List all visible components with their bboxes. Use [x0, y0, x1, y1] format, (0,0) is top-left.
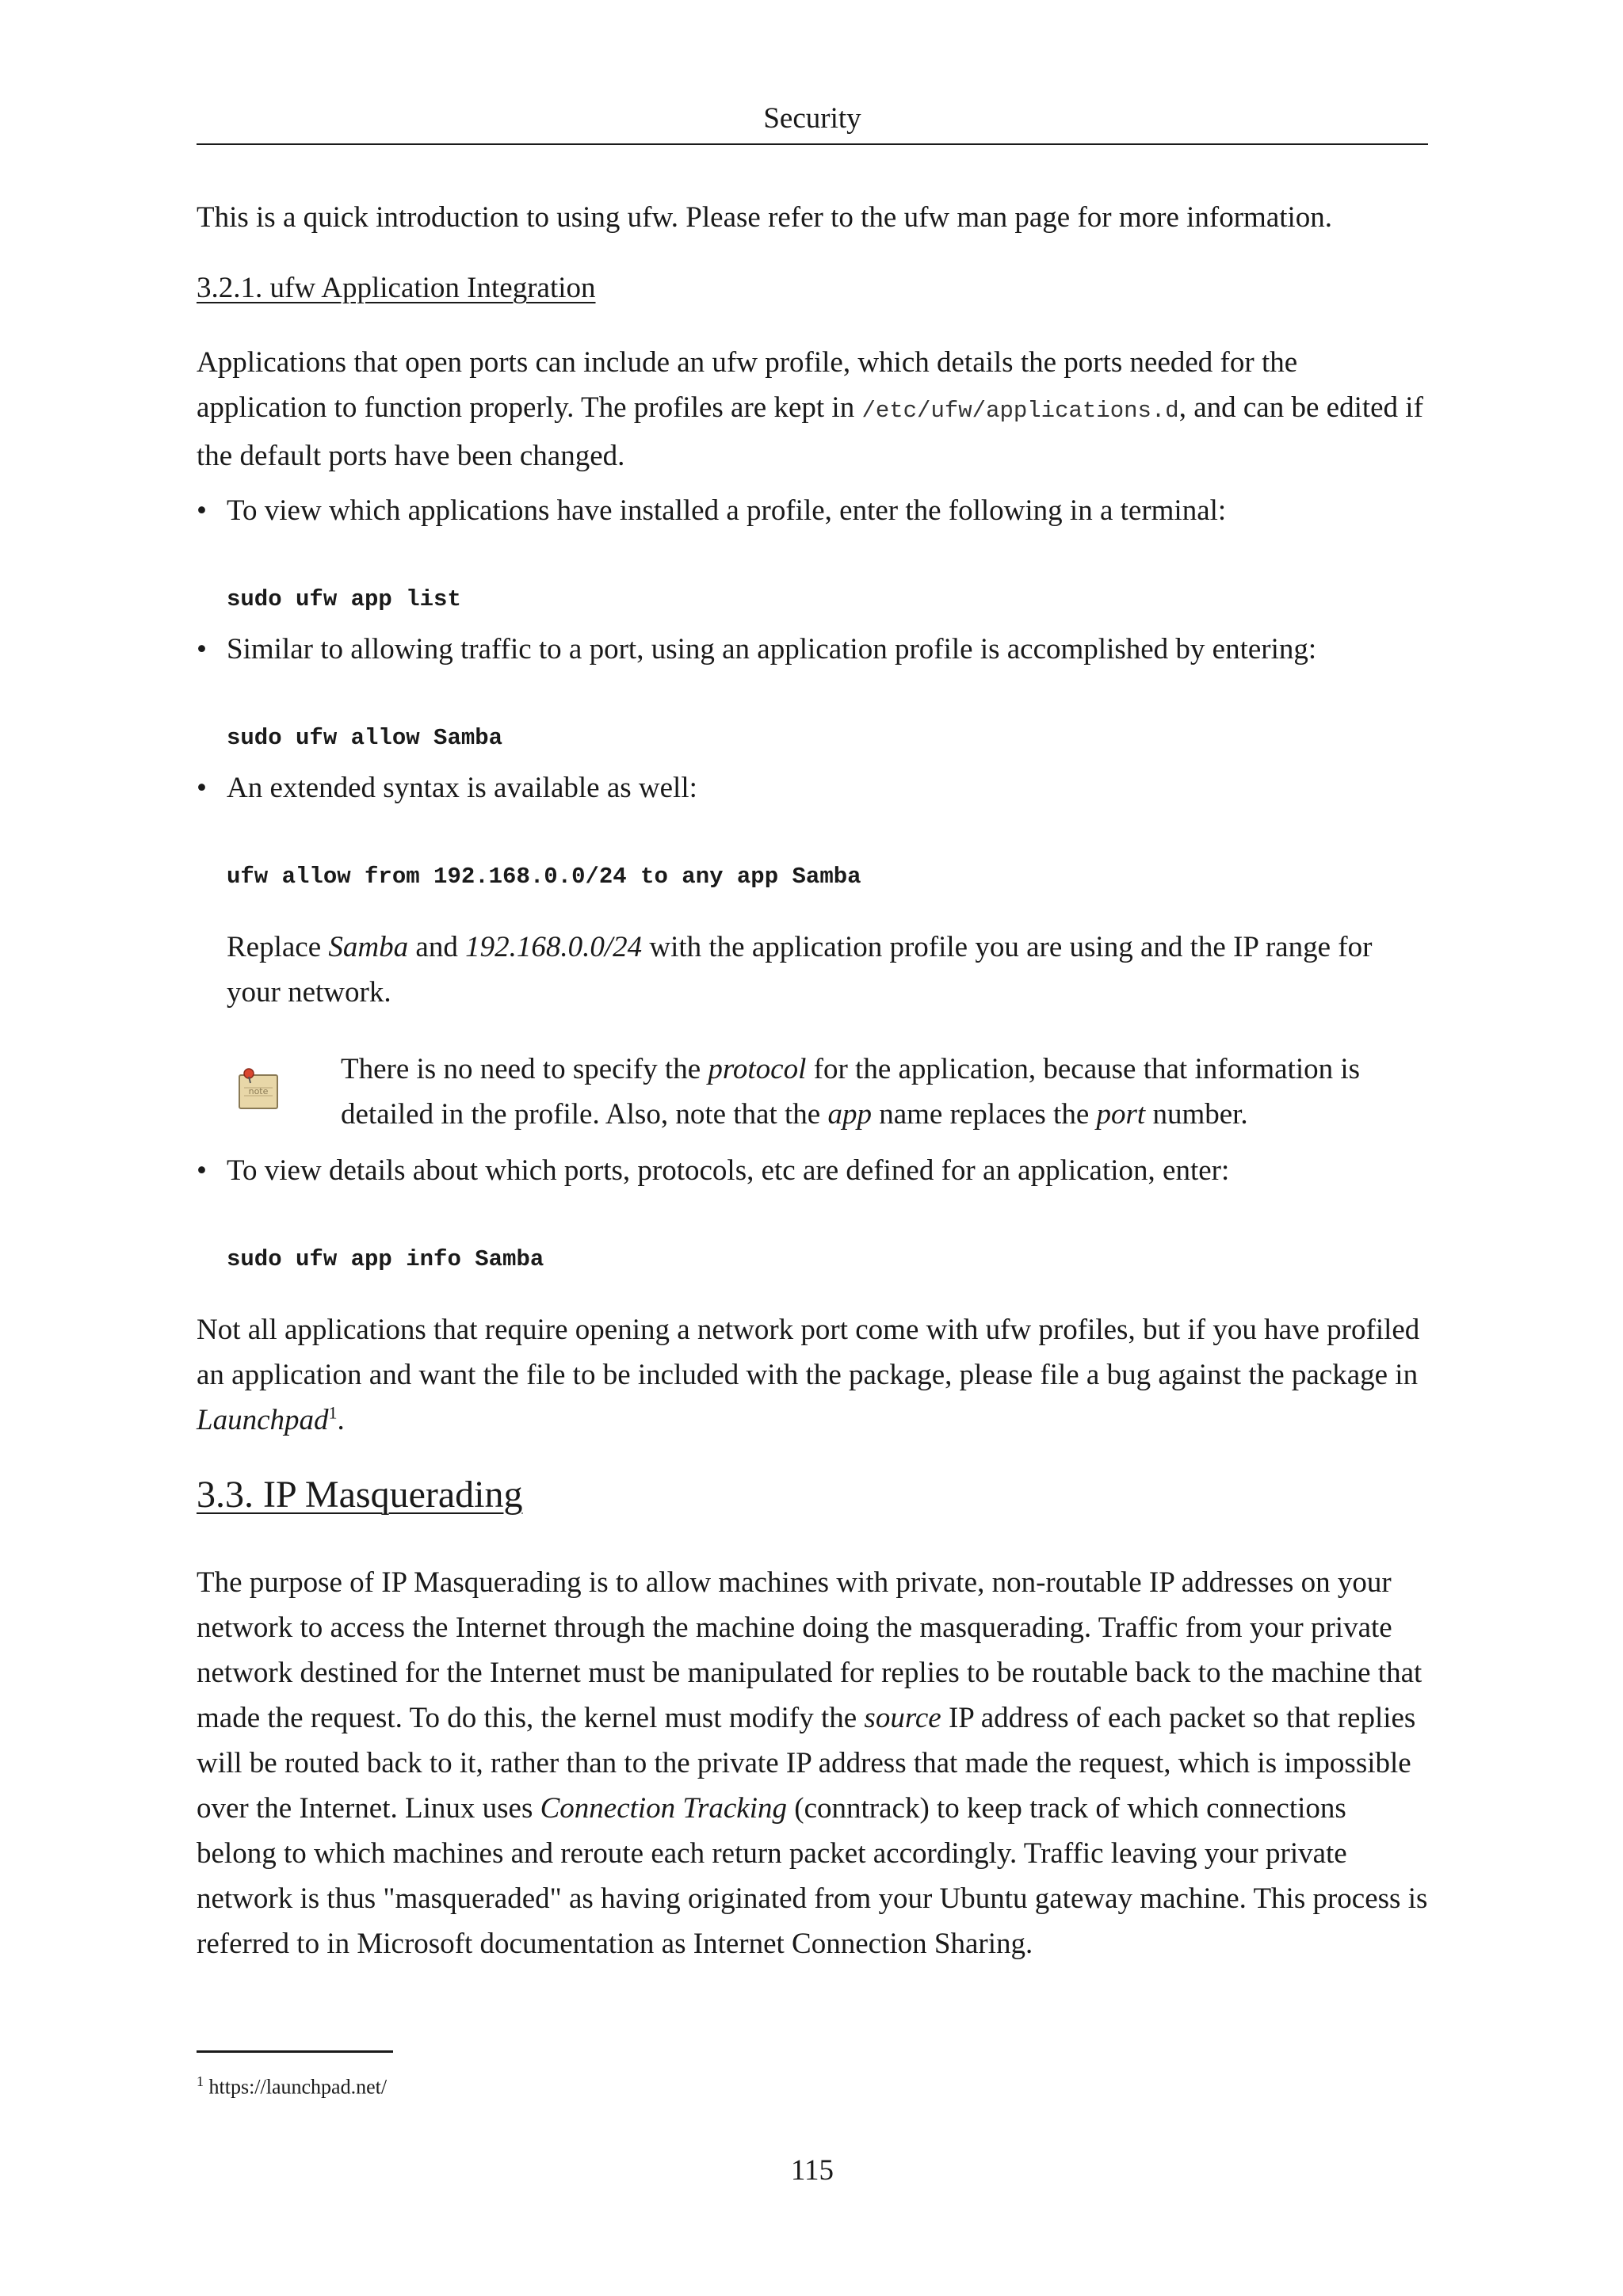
profiles-paragraph — [197, 340, 1428, 479]
section-heading: 3.3. IP Masquerading — [197, 1474, 523, 1516]
header-rule — [197, 143, 1428, 145]
masq-text-b: IP address of each packet so that replies will be routed back to it, rather than to the private IP address that made the request, which is impossible over the Internet. Linux uses — [197, 1702, 1416, 1825]
replace-paragraph — [197, 925, 1428, 1015]
note-text-a: There is no need to specify the — [341, 1053, 708, 1085]
ip-range-term: 192.168.0.0/24 — [465, 931, 643, 963]
list-item-text: An extended syntax is available as well: — [227, 772, 697, 804]
masq-text-a: The purpose of IP Masquerading is to allow machines with private, non-routable IP addresses on your network to access the Internet through the machine doing the masquerading. Traffic from your private network destined for the Internet must be manipulated for replies to be routable back to the machine that made the request. To do this, the kernel must modify the — [197, 1566, 1423, 1734]
protocol-term: protocol — [708, 1053, 807, 1085]
bullet: • — [197, 1154, 207, 1187]
code-block: sudo ufw app info Samba — [227, 1246, 544, 1272]
profiles-text-b: , and can be edited if the default ports have been changed. — [197, 391, 1423, 472]
note-text-b: for the application, because that information is detailed in the profile. Also, note that the — [341, 1053, 1361, 1131]
note-admonition — [197, 1047, 1428, 1137]
connection-tracking-term: Connection Tracking — [540, 1792, 787, 1825]
footnote-number: 1 — [197, 2073, 204, 2089]
footnote-rule — [197, 2050, 393, 2053]
subsection-heading: 3.2.1. ufw Application Integration — [197, 272, 596, 304]
note-text-c: name replaces the — [871, 1098, 1097, 1131]
replace-text-b: and — [408, 931, 466, 963]
footnote — [197, 2068, 387, 2101]
list-item — [197, 488, 1428, 533]
code-block: ufw allow from 192.168.0.0/24 to any app Samba — [227, 864, 861, 890]
note-text — [341, 1047, 1428, 1137]
source-term: source — [864, 1702, 941, 1734]
footnote-url[interactable]: https://launchpad.net/ — [208, 2075, 388, 2099]
bullet: • — [197, 494, 207, 527]
list-item-text: To view details about which ports, protocols, etc are defined for an application, enter: — [227, 1154, 1230, 1187]
applications-path: /etc/ufw/applications.d — [861, 398, 1179, 424]
list-item-text: To view which applications have installed a profile, enter the following in a terminal: — [227, 494, 1227, 527]
intro-paragraph: This is a quick introduction to using ufw. Please refer to the ufw man page for more information. — [197, 201, 1333, 234]
list-item-text: Similar to allowing traffic to a port, using an application profile is accomplished by entering: — [227, 633, 1317, 666]
document-page — [197, 0, 1428, 2296]
list-item — [197, 765, 1428, 810]
footnote-marker[interactable]: 1 — [328, 1402, 338, 1423]
closing-text-b: . — [337, 1404, 345, 1436]
masq-text-c: (conntrack) to keep track of which connections belong to which machines and reroute each return packet accordingly. Traffic leaving your private network is thus "masqueraded" as having originated from your Ubuntu gateway machine. This process is referred to in Microsoft documentation as Internet Connection Sharing. — [197, 1792, 1428, 1960]
closing-text-a: Not all applications that require opening a network port come with ufw profiles, but if you have profiled an application and want the file to be included with the package, please file a bug against the package in — [197, 1314, 1420, 1391]
page-number: 115 — [790, 2154, 834, 2187]
samba-term: Samba — [328, 931, 409, 963]
replace-text-a: Replace — [227, 931, 329, 963]
closing-paragraph — [197, 1307, 1428, 1443]
port-term: port — [1096, 1098, 1146, 1131]
code-block: sudo ufw allow Samba — [227, 725, 503, 751]
running-header: Security — [763, 102, 861, 135]
code-block: sudo ufw app list — [227, 586, 461, 612]
svg-text:note: note — [248, 1086, 269, 1097]
masquerading-paragraph — [197, 1560, 1428, 1966]
launchpad-link[interactable]: Launchpad — [197, 1404, 329, 1436]
page-content — [197, 195, 1428, 1966]
note-text-d: number. — [1145, 1098, 1248, 1131]
profiles-text-a: Applications that open ports can include an ufw profile, which details the ports needed for the application to function properly. The profiles are kept in — [197, 346, 1298, 424]
list-item — [197, 627, 1428, 672]
bullet: • — [197, 633, 207, 666]
replace-text-c: with the application profile you are using and the IP range for your network. — [227, 931, 1373, 1009]
app-term: app — [827, 1098, 872, 1131]
note-icon — [235, 1064, 284, 1113]
list-item — [197, 1148, 1428, 1193]
bullet: • — [197, 772, 207, 804]
